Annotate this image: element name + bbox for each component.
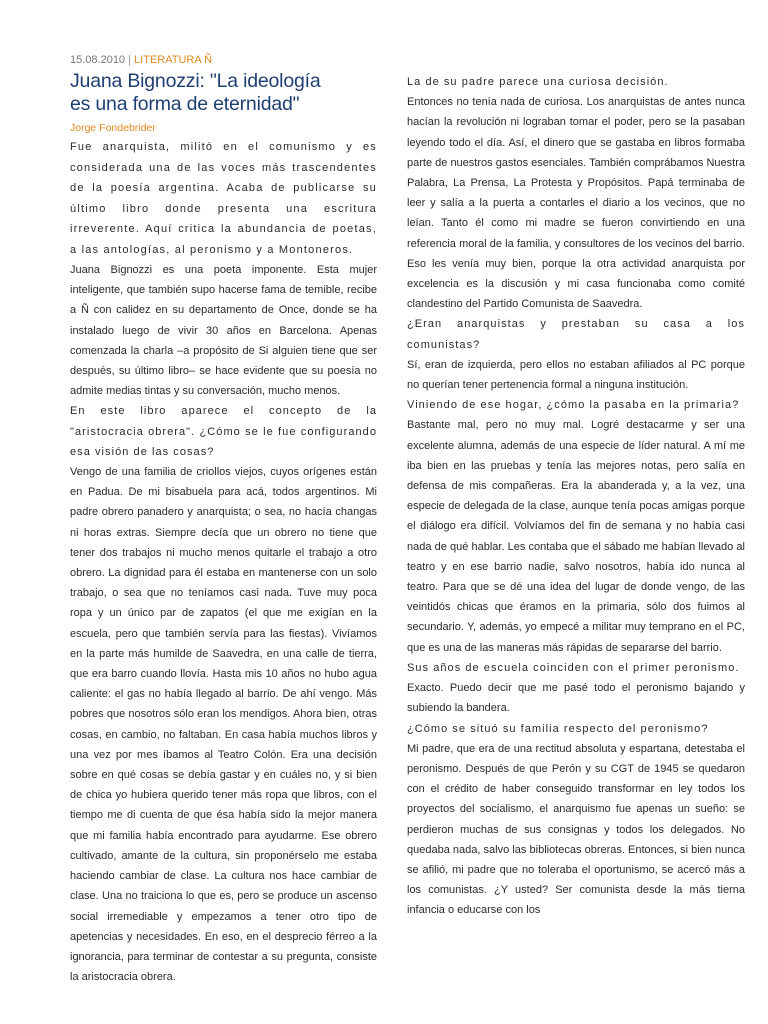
right-column [407, 72, 745, 921]
left-column-body [70, 137, 377, 987]
article-title-line-1: Juana Bignozzi: "La ideología [70, 70, 321, 92]
interview-question: Viniendo de ese hogar, ¿cómo la pasaba en la primaria? [407, 399, 740, 412]
article-title [70, 70, 377, 116]
interview-question: ¿Eran anarquistas y prestaban su casa a los comunistas? [407, 318, 745, 351]
interview-answer: Vengo de una familia de criollos viejos, cuyos orígenes están en Padua. De mi bisabuela para acá, todos argentinos. Mi padre obrero panadero y anarquista; o sea, no hacía changas ni horas extras. Siempre decía que un obrero no tiene que tener dos trabajos ni mucho menos quitarle el trabajo a otro obrero. La dignidad para él estaba en mantenerse con un solo trabajo, o sea que no teníamos casi nada. Tuve muy poca ropa y un único par de zapatos (el que me exigían en la escuela, pero que también servía para las fiestas). Vivíamos en la parte más humilde de Saavedra, en una calle de tierra, que era barro cuando llovía. Hasta mis 10 años no hubo agua caliente: el gas no había llegado al barrio. De ahí vengo. Más pobres que nosotros sólo eran los mendigos. Ahora bien, otras cosas, en cambio, no faltaban. En casa había muchos libros y una vez por mes íbamos al Teatro Colón. Era una decisión sobre en qué cosas se debía gastar y en cuáles no, y si bien de chica yo hubiera querido tener más ropa que libros, con el tiempo me di cuenta de que ésa había sido la mejor manera que mi familia había encontrado para ayudarme. Ese obrero cultivado, amante de la cultura, sin proponérselo me estaba haciendo cambiar de clase. La cultura nos hace cambiar de clase. Una no traiciona lo que es, pero se produce un ascenso social irremediable y empezamos a tener otro tipo de apetencias y necesidades. En eso, en el desprecio férreo a la ignorancia, para terminar de contestar a su pregunta, consiste la aristocracia obrera. [70, 466, 377, 984]
interview-answer: Exacto. Puedo decir que me pasé todo el peronismo bajando y subiendo la bandera. [407, 682, 745, 715]
right-column-body [407, 72, 745, 921]
interview-answer: Entonces no tenía nada de curiosa. Los anarquistas de antes nunca hacían la revolución ni lograban tomar el poder, pero se la pasaban leyendo todo el día. Así, el dinero que se gastaba en libros formaba parte de nuestros gastos esenciales. También comprábamos Nuestra Palabra, La Prensa, La Protesta y Propósitos. Papá terminaba de leer y salía a la puerta a contarles el diario a los vecinos, que no leían. Tanto él como mi madre se fueron convirtiendo en una referencia moral de la familia, y consultores de los vecinos del barrio. Eso les venía muy bien, porque la otra actividad anarquista por excelencia es la discusión y mi casa funcionaba como comité clandestino del Partido Comunista de Saavedra. [407, 96, 745, 311]
interview-answer: Mi padre, que era de una rectitud absoluta y espartana, detestaba el peronismo. Después de que Perón y su CGT de 1945 se quedaron con el crédito de haber conseguido transformar en ley todos los proyectos del socialismo, el anarquismo fue apenas un sueño: se perdieron muchas de sus consignas y todos los delegados. No quedaba nada, salvo las bibliotecas obreras. Entonces, si bien nunca se afilió, mi padre que no toleraba el oportunismo, se acercó más a los comunistas. ¿Y usted? Ser comunista desde la más tierna infancia o educarse con los [407, 742, 745, 917]
interview-question: Sus años de escuela coinciden con el primer peronismo. [407, 661, 740, 674]
meta-separator: | [128, 54, 131, 66]
article-title-line-2: es una forma de eternidad" [70, 93, 300, 115]
interview-answer: Sí, eran de izquierda, pero ellos no estaban afiliados al PC porque no querían tener pertenencia formal a ninguna institución. [407, 358, 745, 392]
article-author: Jorge Fondebrider [70, 122, 156, 134]
interview-question: En este libro aparece el concepto de la "aristocracia obrera". ¿Cómo se le fue configurando esa visión de las cosas? [70, 405, 377, 458]
interview-question: La de su padre parece una curiosa decisión. [407, 76, 669, 88]
article-lead: Fue anarquista, militó en el comunismo y es considerada una de las voces más trascendentes de la poesía argentina. Acaba de publicarse su último libro donde presenta una escritura irreverente. Aquí critica la abundancia de poetas, a las antologías, al peronismo y a Montoneros. [70, 141, 377, 256]
interview-answer: Juana Bignozzi es una poeta imponente. Esta mujer inteligente, que también supo hacerse fama de temible, recibe a Ñ con calidez en su departamento de Once, donde se ha instalado luego de vivir 30 años en Barcelona. Apenas comenzada la charla –a propósito de Si alguien tiene que ser después, su último libro– se hace evidente que su poesía no admite medias tintas y su conversación, mucho menos. [70, 264, 377, 398]
section-link[interactable]: LITERATURA Ñ [134, 54, 213, 66]
article-date: 15.08.2010 [70, 54, 126, 66]
interview-answer: Bastante mal, pero no muy mal. Logré destacarme y ser una excelente alumna, además de una especie de líder natural. A mí me iba bien en las pruebas y tenía las mejores notas, pero salía en defensa de mis compañeras. Era la abanderada y, a la vez, una especie de delegada de la clase, aunque tenía pocas amigas porque el diálogo era difícil. Volvíamos del fin de semana y no había casi nada de qué hablar. Les contaba que el sábado me habían llevado al teatro y en ese barrio nadie, salvo nosotros, había ido nunca al teatro. Para que se dé una idea del lugar de donde vengo, de las veintidós chicas que éramos en la primaria, sólo dos fuimos al secundario. Y, además, yo empecé a militar muy temprano en el PC, que es una de las maneras más rápidas de separarse del barrio. [407, 419, 745, 654]
article-meta [70, 52, 377, 68]
interview-question: ¿Cómo se situó su familia respecto del peronismo? [407, 722, 709, 735]
left-column [70, 52, 377, 987]
